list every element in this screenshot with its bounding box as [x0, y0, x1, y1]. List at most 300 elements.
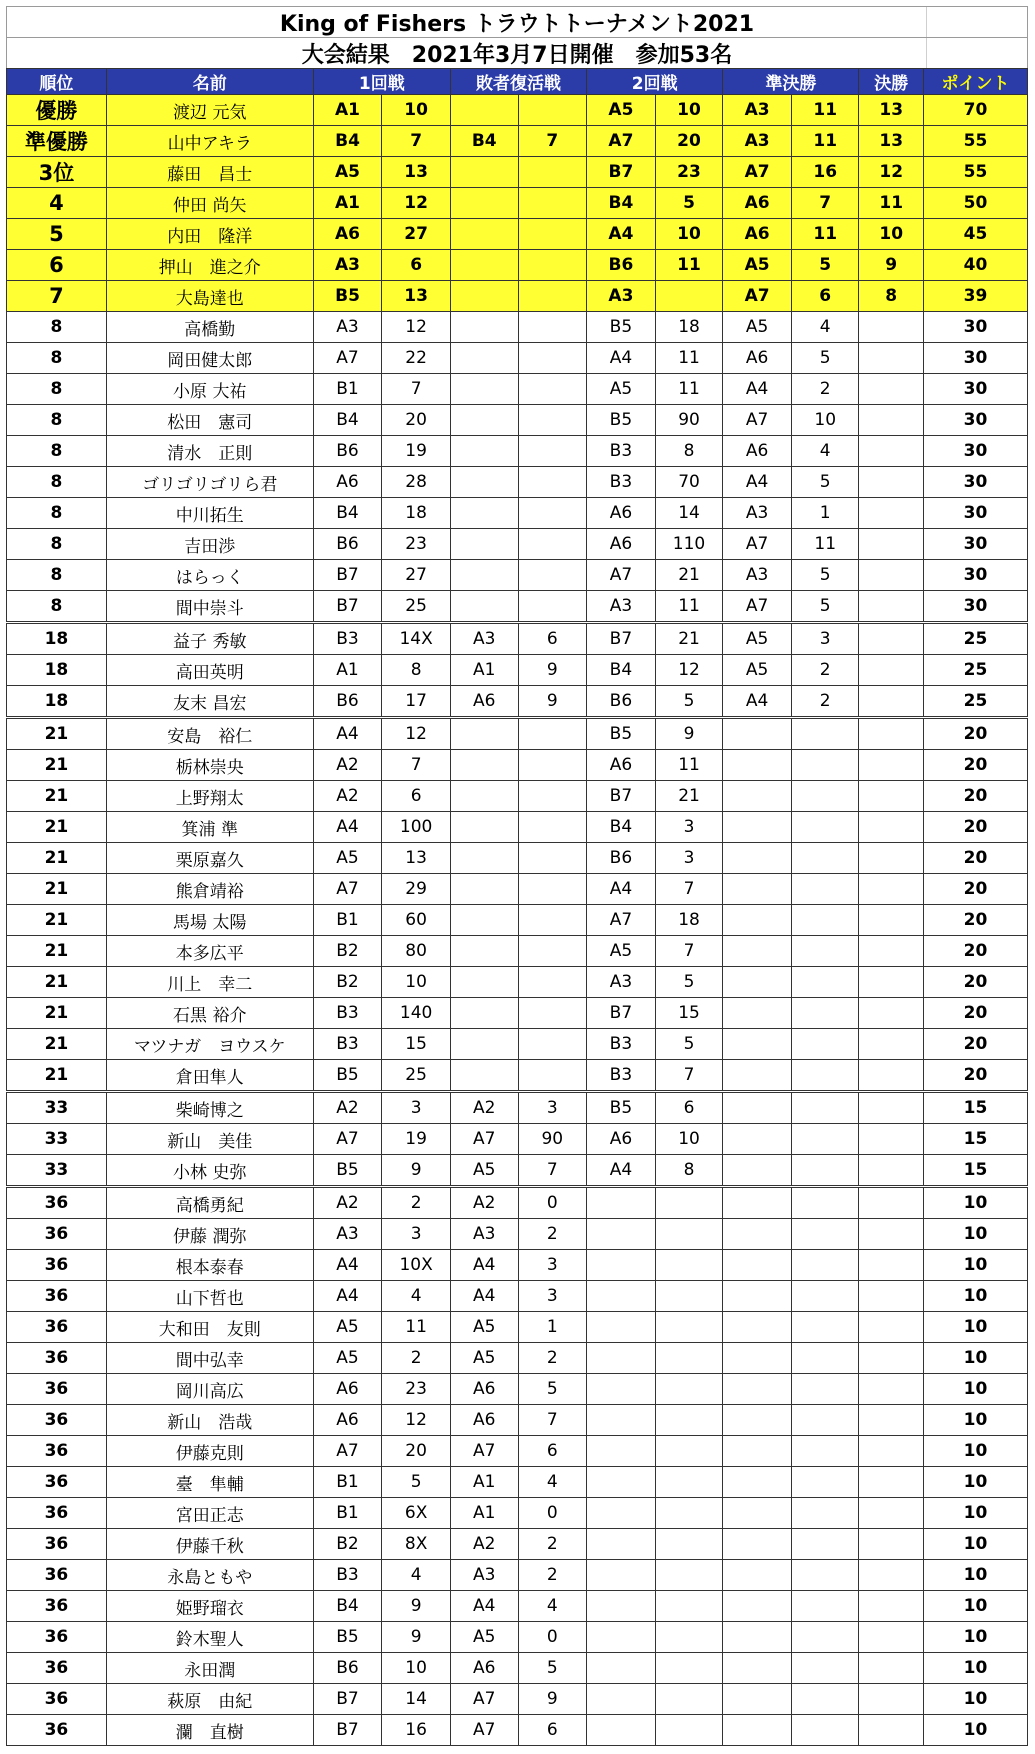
round1-area-cell: B4 [313, 498, 382, 529]
points-cell: 10 [923, 1374, 1027, 1405]
semifinal-score-cell [791, 936, 859, 967]
round2-score-cell: 3 [655, 812, 723, 843]
round2-area-cell: B6 [587, 250, 656, 281]
semifinal-area-cell [723, 1436, 792, 1467]
points-cell: 15 [923, 1155, 1027, 1187]
round2-area-cell: A5 [587, 936, 656, 967]
repechage-area-cell: A5 [450, 1312, 518, 1343]
round2-score-cell [655, 1250, 723, 1281]
points-cell: 20 [923, 1029, 1027, 1060]
round1-score-cell: 140 [382, 998, 451, 1029]
name-cell: はらっく [106, 560, 313, 591]
title-empty-cell [926, 38, 1027, 68]
semifinal-area-cell [723, 1374, 792, 1405]
round2-score-cell: 7 [655, 874, 723, 905]
round2-score-cell: 21 [655, 560, 723, 591]
repechage-area-cell: A2 [450, 1092, 518, 1124]
final-score-cell [859, 750, 923, 781]
round1-area-cell: A6 [313, 219, 382, 250]
event-subtitle: 大会結果 2021年3月7日開催 参加53名 [301, 42, 733, 68]
repechage-score-cell [518, 157, 587, 188]
round2-score-cell: 5 [655, 686, 723, 718]
rank-cell: 21 [7, 750, 107, 781]
round2-area-cell: A4 [587, 219, 656, 250]
name-cell: 仲田 尚矢 [106, 188, 313, 219]
semifinal-area-cell [723, 781, 792, 812]
repechage-score-cell: 3 [518, 1092, 587, 1124]
semifinal-area-cell [723, 718, 792, 750]
semifinal-area-cell: A3 [723, 498, 792, 529]
round2-area-cell [587, 1343, 656, 1374]
name-cell: マツナガ ヨウスケ [106, 1029, 313, 1060]
name-cell: 益子 秀敏 [106, 623, 313, 655]
rank-cell: 準優勝 [7, 126, 107, 157]
round1-area-cell: B5 [313, 1155, 382, 1187]
round1-area-cell: B2 [313, 1529, 382, 1560]
round2-score-cell: 110 [655, 529, 723, 560]
round1-score-cell: 10 [382, 967, 451, 998]
table-row [7, 467, 1028, 498]
semifinal-area-cell [723, 1250, 792, 1281]
round2-area-cell: B3 [587, 436, 656, 467]
table-row [7, 1591, 1028, 1622]
points-cell: 20 [923, 1060, 1027, 1092]
semifinal-area-cell [723, 1653, 792, 1684]
final-score-cell: 11 [859, 188, 923, 219]
name-cell: 山下哲也 [106, 1281, 313, 1312]
semifinal-score-cell [791, 1405, 859, 1436]
final-score-cell [859, 936, 923, 967]
round2-area-cell [587, 1560, 656, 1591]
repechage-area-cell [450, 812, 518, 843]
round1-score-cell: 23 [382, 529, 451, 560]
round1-score-cell: 13 [382, 157, 451, 188]
repechage-area-cell: A2 [450, 1187, 518, 1219]
table-row [7, 374, 1028, 405]
repechage-score-cell [518, 343, 587, 374]
repechage-area-cell: A3 [450, 1219, 518, 1250]
round1-score-cell: 7 [382, 374, 451, 405]
name-cell: 姫野瑠衣 [106, 1591, 313, 1622]
semifinal-area-cell [723, 1715, 792, 1746]
final-score-cell [859, 312, 923, 343]
round1-score-cell: 12 [382, 188, 451, 219]
name-cell: 永島ともや [106, 1560, 313, 1591]
name-cell: 押山 進之介 [106, 250, 313, 281]
table-row [7, 1124, 1028, 1155]
points-cell: 20 [923, 905, 1027, 936]
round2-area-cell: B7 [587, 623, 656, 655]
repechage-area-cell [450, 95, 518, 126]
round2-area-cell [587, 1622, 656, 1653]
semifinal-score-cell: 4 [791, 312, 859, 343]
rank-cell: 8 [7, 529, 107, 560]
repechage-area-cell: A5 [450, 1622, 518, 1653]
round2-score-cell [655, 1436, 723, 1467]
final-score-cell [859, 467, 923, 498]
semifinal-score-cell: 2 [791, 374, 859, 405]
round2-area-cell: A3 [587, 281, 656, 312]
repechage-score-cell: 2 [518, 1343, 587, 1374]
semifinal-score-cell [791, 1653, 859, 1684]
repechage-score-cell [518, 1060, 587, 1092]
round2-score-cell: 18 [655, 905, 723, 936]
round2-score-cell [655, 1684, 723, 1715]
round2-area-cell: B3 [587, 467, 656, 498]
semifinal-area-cell: A4 [723, 686, 792, 718]
round1-score-cell: 23 [382, 1374, 451, 1405]
name-cell: 山中アキラ [106, 126, 313, 157]
semifinal-area-cell [723, 1405, 792, 1436]
repechage-area-cell: A6 [450, 1405, 518, 1436]
final-score-cell [859, 718, 923, 750]
round1-area-cell: A3 [313, 312, 382, 343]
points-cell: 20 [923, 874, 1027, 905]
points-cell: 55 [923, 126, 1027, 157]
round2-area-cell: B5 [587, 1092, 656, 1124]
points-cell: 10 [923, 1436, 1027, 1467]
name-cell: 間中弘幸 [106, 1343, 313, 1374]
semifinal-score-cell: 1 [791, 498, 859, 529]
semifinal-area-cell: A3 [723, 95, 792, 126]
round1-score-cell: 10X [382, 1250, 451, 1281]
round1-score-cell: 14 [382, 1684, 451, 1715]
repechage-area-cell [450, 998, 518, 1029]
semifinal-area-cell [723, 936, 792, 967]
semifinal-area-cell: A7 [723, 405, 792, 436]
round2-area-cell: B7 [587, 781, 656, 812]
name-cell: 友末 昌宏 [106, 686, 313, 718]
round2-area-cell: B4 [587, 188, 656, 219]
repechage-area-cell: A7 [450, 1715, 518, 1746]
semifinal-score-cell: 4 [791, 436, 859, 467]
final-score-cell [859, 1684, 923, 1715]
name-cell: 上野翔太 [106, 781, 313, 812]
points-cell: 10 [923, 1250, 1027, 1281]
repechage-area-cell [450, 467, 518, 498]
repechage-area-cell: A2 [450, 1529, 518, 1560]
table-row [7, 1281, 1028, 1312]
rank-cell: 33 [7, 1092, 107, 1124]
semifinal-score-cell [791, 1219, 859, 1250]
round2-score-cell [655, 1343, 723, 1374]
round1-score-cell: 29 [382, 874, 451, 905]
repechage-score-cell [518, 750, 587, 781]
repechage-score-cell: 3 [518, 1281, 587, 1312]
final-score-cell: 8 [859, 281, 923, 312]
final-score-cell [859, 1529, 923, 1560]
round2-area-cell [587, 1653, 656, 1684]
round2-score-cell [655, 1622, 723, 1653]
round2-area-cell [587, 1591, 656, 1622]
name-cell: 岡田健太郎 [106, 343, 313, 374]
repechage-area-cell [450, 936, 518, 967]
final-score-cell [859, 1560, 923, 1591]
rank-cell: 8 [7, 467, 107, 498]
repechage-score-cell: 5 [518, 1374, 587, 1405]
final-score-cell: 13 [859, 95, 923, 126]
rank-cell: 21 [7, 874, 107, 905]
name-cell: 宮田正志 [106, 1498, 313, 1529]
name-cell: 岡川高広 [106, 1374, 313, 1405]
semifinal-area-cell [723, 1529, 792, 1560]
name-cell: 伊藤 潤弥 [106, 1219, 313, 1250]
round2-area-cell [587, 1498, 656, 1529]
table-row [7, 623, 1028, 655]
final-score-cell [859, 1498, 923, 1529]
name-cell: 渡辺 元気 [106, 95, 313, 126]
round2-area-cell: A4 [587, 874, 656, 905]
rank-cell: 4 [7, 188, 107, 219]
rank-cell: 8 [7, 312, 107, 343]
semifinal-score-cell [791, 1498, 859, 1529]
table-row [7, 1250, 1028, 1281]
name-cell: 小原 大祐 [106, 374, 313, 405]
repechage-area-cell: A7 [450, 1436, 518, 1467]
rank-cell: 36 [7, 1405, 107, 1436]
repechage-score-cell: 6 [518, 623, 587, 655]
table-row [7, 1187, 1028, 1219]
round1-area-cell: B5 [313, 1622, 382, 1653]
points-cell: 39 [923, 281, 1027, 312]
name-cell: 川上 幸二 [106, 967, 313, 998]
table-row [7, 1684, 1028, 1715]
semifinal-score-cell [791, 998, 859, 1029]
semifinal-score-cell [791, 718, 859, 750]
semifinal-score-cell [791, 1155, 859, 1187]
repechage-score-cell: 0 [518, 1498, 587, 1529]
semifinal-area-cell: A6 [723, 219, 792, 250]
points-cell: 15 [923, 1124, 1027, 1155]
final-score-cell [859, 1312, 923, 1343]
table-row [7, 1715, 1028, 1746]
semifinal-score-cell: 5 [791, 343, 859, 374]
name-cell: 馬場 太陽 [106, 905, 313, 936]
semifinal-score-cell [791, 750, 859, 781]
name-cell: 高橋勤 [106, 312, 313, 343]
round1-area-cell: B1 [313, 374, 382, 405]
round1-area-cell: A4 [313, 1250, 382, 1281]
header-row [7, 69, 1028, 95]
round2-score-cell: 70 [655, 467, 723, 498]
semifinal-area-cell [723, 905, 792, 936]
points-cell: 25 [923, 655, 1027, 686]
points-cell: 55 [923, 157, 1027, 188]
round2-score-cell [655, 1219, 723, 1250]
table-row [7, 781, 1028, 812]
table-row [7, 1622, 1028, 1653]
points-cell: 10 [923, 1529, 1027, 1560]
semifinal-area-cell [723, 1187, 792, 1219]
table-row [7, 560, 1028, 591]
semifinal-area-cell [723, 1060, 792, 1092]
repechage-score-cell [518, 1029, 587, 1060]
rank-cell: 7 [7, 281, 107, 312]
round2-score-cell: 7 [655, 1060, 723, 1092]
round1-area-cell: A2 [313, 1187, 382, 1219]
repechage-area-cell: A5 [450, 1343, 518, 1374]
round1-score-cell: 2 [382, 1343, 451, 1374]
round2-area-cell: A6 [587, 529, 656, 560]
round1-score-cell: 80 [382, 936, 451, 967]
round1-score-cell: 12 [382, 1405, 451, 1436]
round1-area-cell: A5 [313, 157, 382, 188]
round1-area-cell: A4 [313, 812, 382, 843]
semifinal-score-cell: 5 [791, 560, 859, 591]
name-cell: 箕浦 準 [106, 812, 313, 843]
round2-area-cell: A5 [587, 95, 656, 126]
round1-area-cell: B3 [313, 623, 382, 655]
round2-area-cell: B7 [587, 998, 656, 1029]
rank-cell: 36 [7, 1498, 107, 1529]
round2-score-cell: 90 [655, 405, 723, 436]
round1-area-cell: A7 [313, 343, 382, 374]
round2-score-cell: 11 [655, 374, 723, 405]
points-cell: 10 [923, 1312, 1027, 1343]
final-score-cell: 13 [859, 126, 923, 157]
name-cell: 安島 裕仁 [106, 718, 313, 750]
semifinal-area-cell: A4 [723, 374, 792, 405]
rank-cell: 36 [7, 1219, 107, 1250]
final-score-cell [859, 781, 923, 812]
name-cell: 伊藤克則 [106, 1436, 313, 1467]
repechage-score-cell [518, 998, 587, 1029]
repechage-score-cell: 6 [518, 1436, 587, 1467]
semifinal-area-cell: A4 [723, 467, 792, 498]
semifinal-score-cell [791, 843, 859, 874]
round2-score-cell: 10 [655, 219, 723, 250]
final-score-cell [859, 498, 923, 529]
round1-score-cell: 8X [382, 1529, 451, 1560]
repechage-area-cell: A1 [450, 1467, 518, 1498]
repechage-score-cell: 7 [518, 1405, 587, 1436]
table-row [7, 498, 1028, 529]
repechage-area-cell: B4 [450, 126, 518, 157]
round1-score-cell: 4 [382, 1281, 451, 1312]
round2-area-cell [587, 1467, 656, 1498]
name-cell: 栗原嘉久 [106, 843, 313, 874]
round2-score-cell [655, 1529, 723, 1560]
semifinal-score-cell [791, 1591, 859, 1622]
repechage-score-cell [518, 843, 587, 874]
final-score-cell [859, 1591, 923, 1622]
semifinal-score-cell: 10 [791, 405, 859, 436]
repechage-area-cell [450, 1060, 518, 1092]
rank-cell: 21 [7, 781, 107, 812]
semifinal-area-cell [723, 1155, 792, 1187]
repechage-score-cell: 9 [518, 655, 587, 686]
repechage-score-cell [518, 967, 587, 998]
round2-area-cell [587, 1684, 656, 1715]
points-cell: 20 [923, 967, 1027, 998]
semifinal-area-cell [723, 1467, 792, 1498]
repechage-area-cell: A4 [450, 1250, 518, 1281]
final-score-cell [859, 1187, 923, 1219]
round1-area-cell: B1 [313, 905, 382, 936]
round2-score-cell: 18 [655, 312, 723, 343]
round2-area-cell: B5 [587, 312, 656, 343]
semifinal-area-cell [723, 1498, 792, 1529]
round2-score-cell [655, 1187, 723, 1219]
repechage-score-cell [518, 374, 587, 405]
points-cell: 40 [923, 250, 1027, 281]
repechage-area-cell: A7 [450, 1684, 518, 1715]
table-row [7, 936, 1028, 967]
rank-cell: 36 [7, 1281, 107, 1312]
round1-area-cell: A4 [313, 718, 382, 750]
round1-score-cell: 2 [382, 1187, 451, 1219]
semifinal-score-cell [791, 1343, 859, 1374]
semifinal-area-cell: A6 [723, 343, 792, 374]
name-cell: 臺 隼輔 [106, 1467, 313, 1498]
name-cell: 伊藤千秋 [106, 1529, 313, 1560]
repechage-area-cell: A3 [450, 623, 518, 655]
round1-score-cell: 15 [382, 1029, 451, 1060]
final-score-cell [859, 1124, 923, 1155]
semifinal-area-cell [723, 1684, 792, 1715]
round2-area-cell: A4 [587, 343, 656, 374]
round1-score-cell: 13 [382, 843, 451, 874]
semifinal-score-cell: 7 [791, 188, 859, 219]
repechage-area-cell [450, 874, 518, 905]
round1-score-cell: 20 [382, 405, 451, 436]
round1-area-cell: A3 [313, 250, 382, 281]
final-score-cell [859, 905, 923, 936]
rank-cell: 21 [7, 843, 107, 874]
name-cell: 中川拓生 [106, 498, 313, 529]
table-row [7, 874, 1028, 905]
round1-area-cell: B7 [313, 1684, 382, 1715]
round1-score-cell: 9 [382, 1591, 451, 1622]
rank-cell: 36 [7, 1436, 107, 1467]
round1-score-cell: 12 [382, 312, 451, 343]
round1-area-cell: A2 [313, 1092, 382, 1124]
repechage-score-cell: 7 [518, 1155, 587, 1187]
points-cell: 10 [923, 1405, 1027, 1436]
name-cell: 根本泰春 [106, 1250, 313, 1281]
table-row [7, 157, 1028, 188]
semifinal-score-cell [791, 812, 859, 843]
semifinal-score-cell: 11 [791, 126, 859, 157]
name-cell: 高橋勇紀 [106, 1187, 313, 1219]
semifinal-score-cell [791, 874, 859, 905]
round1-score-cell: 17 [382, 686, 451, 718]
round1-score-cell: 18 [382, 498, 451, 529]
semifinal-area-cell: A7 [723, 591, 792, 623]
repechage-area-cell [450, 750, 518, 781]
table-row [7, 905, 1028, 936]
repechage-area-cell [450, 843, 518, 874]
round1-area-cell: A2 [313, 781, 382, 812]
table-row [7, 655, 1028, 686]
semifinal-score-cell [791, 1060, 859, 1092]
repechage-area-cell [450, 591, 518, 623]
rank-cell: 21 [7, 936, 107, 967]
rank-cell: 36 [7, 1653, 107, 1684]
semifinal-score-cell: 16 [791, 157, 859, 188]
name-cell: 栃林崇央 [106, 750, 313, 781]
rank-cell: 36 [7, 1312, 107, 1343]
repechage-score-cell [518, 781, 587, 812]
final-score-cell [859, 405, 923, 436]
semifinal-score-cell [791, 1436, 859, 1467]
semifinal-score-cell: 5 [791, 250, 859, 281]
round2-score-cell: 21 [655, 623, 723, 655]
rank-cell: 18 [7, 655, 107, 686]
results-table [6, 68, 1028, 1746]
round2-area-cell [587, 1715, 656, 1746]
name-cell: 鈴木聖人 [106, 1622, 313, 1653]
